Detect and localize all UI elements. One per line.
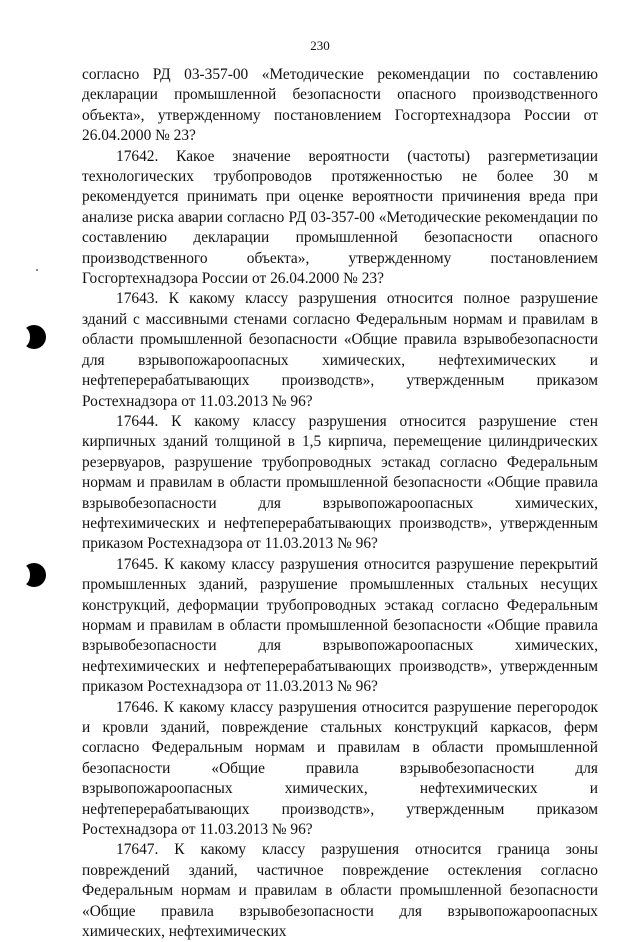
punch-hole — [22, 325, 46, 349]
paragraph-continuation: согласно РД 03-357-00 «Методические рекомендации по составлению декларации промышленной безопасности опасного производственного объекта», утвержденному постановлением Госгортехнадзора России от 26.04.2000 № 23? — [82, 66, 598, 145]
question-17645: 17645. К какому классу разрушения относится разрушение перекрытий промышленных зданий, разрушение промышленных стальных несущих конструкций, деформации трубопроводных эстакад согласно Федеральным нормам и правилам в области промышленной безопасности «Общие правила взрывобезопасности для взрывопожароопасных химических, нефтехимических и нефтеперерабатывающих производств», утвержденным приказом Ростехнадзора от 11.03.2013 № 96? — [82, 555, 598, 696]
question-17642: 17642. Какое значение вероятности (частоты) разгерметизации технологических трубопроводов протяженностью не более 30 м рекомендуется принимать при оценке вероятности причинения вреда при анализе риска аварии согласно РД 03-357-00 «Методические рекомендации по составлению декларации промышленной безопасности опасного производственного объекта», утвержденному постановлением Госгортехнадзора России от 26.04.2000 № 23? — [82, 147, 598, 288]
page-number: 230 — [310, 38, 330, 53]
question-17646: 17646. К какому классу разрушения относится разрушение перегородок и кровли зданий, повреждение стальных конструкций каркасов, ферм согласно Федеральным нормам и правилам в области промышленной безопасности «Общие правила взрывобезопасности для взрывопожароопасных химических, нефтехимических и нефтеперерабатывающих производств», утвержденным приказом Ростехнадзора от 11.03.2013 № 96? — [82, 698, 598, 839]
document-body — [82, 65, 598, 942]
question-17643: 17643. К какому классу разрушения относится полное разрушение зданий с массивными стенами согласно Федеральным нормам и правилам в области промышленной безопасности «Общие правила взрывобезопасности для взрывопожароопасных химических, нефтехимических и нефтеперерабатывающих производств», утвержденным приказом Ростехнадзора от 11.03.2013 № 96? — [82, 290, 598, 410]
punch-hole — [22, 563, 46, 587]
question-17644: 17644. К какому классу разрушения относится разрушение стен кирпичных зданий толщиной в 1,5 кирпича, перемещение цилиндрических резервуаров, разрушение трубопроводных эстакад согласно Федеральным нормам и правилам в области промышленной безопасности «Общие правила взрывобезопасности для взрывопожароопасных химических, нефтехимических и нефтеперерабатывающих производств», утвержденным приказом Ростехнадзора от 11.03.2013 № 96? — [82, 412, 598, 553]
question-17647: 17647. К какому классу разрушения относится граница зоны повреждений зданий, частичное повреждение остекления согласно Федеральным нормам и правилам в области промышленной безопасности «Общие правила взрывобезопасности для взрывопожароопасных химических, нефтехимических — [82, 841, 598, 941]
scan-speck — [36, 269, 38, 271]
